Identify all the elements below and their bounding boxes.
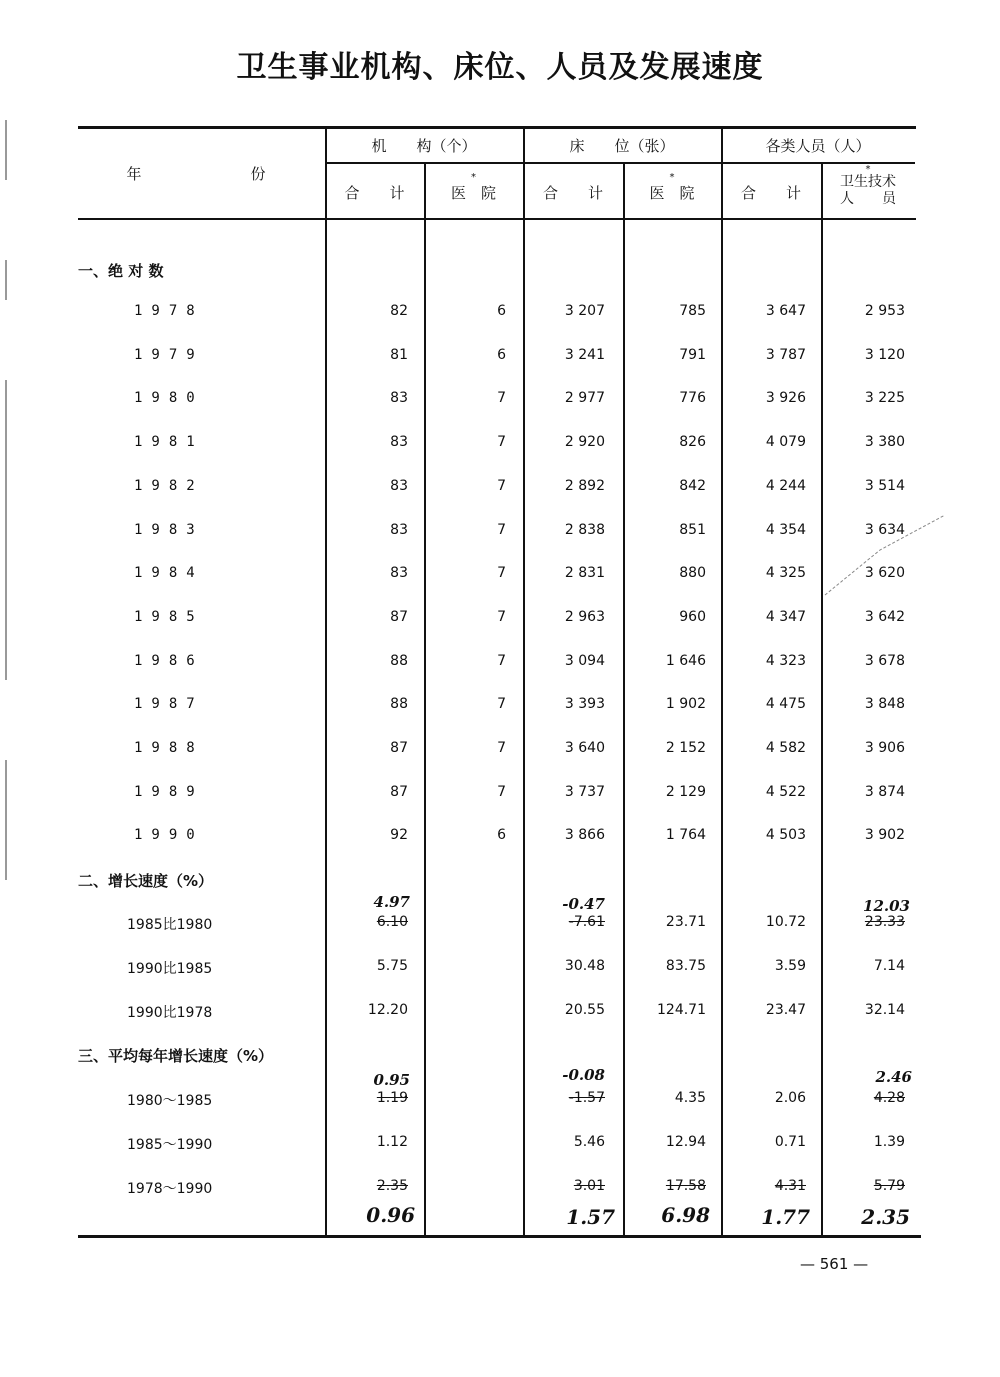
table-cell: 2 892 <box>564 477 605 494</box>
page-number: — 561 — <box>800 1255 869 1273</box>
table-cell: 3 640 <box>564 740 605 756</box>
table-cell: 4 079 <box>765 434 806 451</box>
header-year-2: 份 <box>250 165 266 183</box>
row-year: 1979 <box>134 346 204 363</box>
row-label: 1990比1985 <box>127 961 213 977</box>
table-cell: 7 <box>497 740 506 756</box>
table-cell: 3.01 <box>573 1178 605 1194</box>
table-cell: 3 647 <box>765 303 806 319</box>
table-cell: 5.46 <box>573 1134 605 1150</box>
table-cell: 3 241 <box>564 346 605 363</box>
table-cell: 4 347 <box>765 608 806 625</box>
table-cell: 3 866 <box>564 827 605 844</box>
header-hospital-label: 医 院 <box>450 184 496 202</box>
table-cell: 960 <box>679 608 706 625</box>
section-absolute: 一、绝 对 数 <box>78 262 164 280</box>
table-cell: 3 737 <box>564 783 605 800</box>
table-cell: 4 475 <box>765 696 806 713</box>
table-cell: 23.33 <box>864 914 905 930</box>
table-cell: 83 <box>390 521 408 538</box>
table-cell: 3 514 <box>864 477 905 494</box>
handwritten-correction: 2.35 <box>861 1205 910 1229</box>
table-cell: 3 634 <box>864 521 905 538</box>
table-cell: 791 <box>679 346 706 363</box>
table-cell: 7 <box>497 434 506 451</box>
table-cell: 776 <box>679 390 706 407</box>
table-cell: 2 152 <box>665 740 706 756</box>
row-year: 1987 <box>134 696 204 713</box>
col-divider-1 <box>325 128 327 1235</box>
row-year: 1986 <box>134 652 204 669</box>
table-cell: 5.75 <box>376 958 408 974</box>
table-cell: 17.58 <box>665 1178 706 1194</box>
scan-edge-mark <box>5 120 7 180</box>
table-cell: 88 <box>390 652 408 669</box>
row-label: 1990比1978 <box>127 1005 213 1021</box>
row-year: 1981 <box>134 434 204 451</box>
table-cell: 7.14 <box>873 958 905 974</box>
handwritten-correction: 0.95 <box>373 1071 410 1089</box>
table-cell: 7 <box>497 521 506 538</box>
row-year: 1990 <box>134 827 204 844</box>
scan-edge-mark <box>5 380 7 680</box>
table-cell: 3.59 <box>774 958 806 974</box>
section-growth: 二、增长速度（%） <box>78 872 214 890</box>
table-cell: 3 906 <box>864 740 905 756</box>
table-cell: 3 120 <box>864 346 905 363</box>
table-cell: 81 <box>390 346 408 363</box>
header-total-3: 合 计 <box>740 184 801 202</box>
header-bottom-rule <box>78 218 916 220</box>
table-cell: 7 <box>497 477 506 494</box>
table-cell: 4.35 <box>674 1090 706 1106</box>
table-cell: 2 831 <box>564 565 605 582</box>
table-cell: 4.28 <box>873 1090 905 1106</box>
row-year: 1984 <box>134 565 204 582</box>
table-cell: 124.71 <box>657 1002 706 1018</box>
row-year: 1980 <box>134 390 204 407</box>
row-year: 1978 <box>134 303 204 319</box>
handwritten-correction: 0.96 <box>366 1203 415 1227</box>
handwritten-correction: 1.57 <box>566 1205 615 1229</box>
scan-edge-mark <box>5 760 7 880</box>
header-group-beds: 床 位（张） <box>569 137 675 155</box>
table-cell: 4 244 <box>765 477 806 494</box>
table-cell: 2 920 <box>564 434 605 451</box>
table-cell: 2 953 <box>864 303 905 319</box>
row-year: 1985 <box>134 608 204 625</box>
table-cell: 12.94 <box>665 1134 706 1150</box>
table-cell: 92 <box>390 827 408 844</box>
table-cell: 83 <box>390 477 408 494</box>
table-cell: 83.75 <box>665 958 706 974</box>
table-cell: 3 380 <box>864 434 905 451</box>
table-cell: 3 874 <box>864 783 905 800</box>
table-cell: 6 <box>497 346 506 363</box>
table-cell: 12.20 <box>367 1002 408 1018</box>
handwritten-correction: -0.47 <box>562 895 605 913</box>
table-cell: 83 <box>390 434 408 451</box>
table-cell: 1 902 <box>665 696 706 713</box>
header-tech-label-2: 人 员 <box>840 191 896 207</box>
table-cell: 3 642 <box>864 608 905 625</box>
table-cell: 2.35 <box>376 1178 408 1194</box>
handwritten-correction: 4.97 <box>373 893 410 911</box>
table-cell: 5.79 <box>873 1178 905 1194</box>
header-hospital-2 <box>623 174 721 203</box>
table-cell: 4.31 <box>774 1178 806 1194</box>
handwritten-correction: 12.03 <box>863 897 910 915</box>
star-mark: * <box>471 172 476 183</box>
table-cell: 7 <box>497 608 506 625</box>
header-total-1: 合 计 <box>344 184 405 202</box>
table-cell: 3 207 <box>564 303 605 319</box>
table-cell: 3 620 <box>864 565 905 582</box>
table-cell: 4 354 <box>765 521 806 538</box>
table-cell: 3 787 <box>765 346 806 363</box>
table-cell: 7 <box>497 783 506 800</box>
handwritten-correction: -0.08 <box>562 1066 605 1084</box>
table-cell: 7 <box>497 565 506 582</box>
handwritten-correction: 2.46 <box>875 1068 912 1086</box>
table-cell: 3 393 <box>564 696 605 713</box>
col-divider-3 <box>523 128 525 1235</box>
table-cell: 20.55 <box>564 1002 605 1018</box>
table-cell: 1.19 <box>376 1090 408 1106</box>
table-cell: 3 926 <box>765 390 806 407</box>
header-total-2: 合 计 <box>542 184 603 202</box>
table-top-rule <box>78 126 916 129</box>
header-hospital-1 <box>424 174 523 203</box>
table-cell: 842 <box>679 477 706 494</box>
table-cell: 83 <box>390 390 408 407</box>
table-cell: 1 764 <box>665 827 706 844</box>
row-label: 1985～1990 <box>127 1137 213 1153</box>
table-cell: 2 977 <box>564 390 605 407</box>
row-year: 1982 <box>134 477 204 494</box>
scan-edge-mark <box>5 260 7 300</box>
col-divider-5 <box>721 128 723 1235</box>
table-cell: 23.47 <box>765 1002 806 1018</box>
table-cell: 4 325 <box>765 565 806 582</box>
row-year: 1989 <box>134 783 204 800</box>
table-cell: 4 503 <box>765 827 806 844</box>
row-year: 1983 <box>134 521 204 538</box>
table-cell: 87 <box>390 608 408 625</box>
table-cell: 7 <box>497 390 506 407</box>
table-cell: 0.71 <box>774 1134 806 1150</box>
table-cell: 785 <box>679 303 706 319</box>
header-tech-staff <box>821 166 915 208</box>
star-mark: * <box>669 172 675 183</box>
handwritten-correction: 1.77 <box>761 1205 810 1229</box>
star-mark: * <box>865 164 871 175</box>
table-cell: 2 963 <box>564 608 605 625</box>
table-cell: 7 <box>497 652 506 669</box>
table-cell: 7 <box>497 696 506 713</box>
header-tech-label-1: 卫生技术 <box>840 174 896 190</box>
table-cell: 32.14 <box>864 1002 905 1018</box>
table-cell: 87 <box>390 740 408 756</box>
table-cell: 3 678 <box>864 652 905 669</box>
header-hospital-label: 医 院 <box>649 184 695 202</box>
table-cell: -7.61 <box>568 914 605 930</box>
table-cell: 1.12 <box>376 1134 408 1150</box>
table-cell: 88 <box>390 696 408 713</box>
table-cell: 3 225 <box>864 390 905 407</box>
table-cell: 30.48 <box>564 958 605 974</box>
table-cell: 3 902 <box>864 827 905 844</box>
table-cell: 1.39 <box>873 1134 905 1150</box>
table-cell: -1.57 <box>568 1090 605 1106</box>
pencil-mark <box>820 510 950 600</box>
table-cell: 83 <box>390 565 408 582</box>
table-cell: 3 094 <box>564 652 605 669</box>
header-year: 年 <box>126 165 142 183</box>
table-cell: 1 646 <box>665 652 706 669</box>
table-cell: 851 <box>679 521 706 538</box>
section-average-growth: 三、平均每年增长速度（%） <box>78 1047 274 1065</box>
group-header-rule <box>325 162 915 164</box>
table-cell: 6.10 <box>376 914 408 930</box>
header-group-personnel: 各类人员（人） <box>765 137 871 155</box>
table-cell: 10.72 <box>765 914 806 930</box>
table-cell: 880 <box>679 565 706 582</box>
table-cell: 87 <box>390 783 408 800</box>
table-cell: 3 848 <box>864 696 905 713</box>
row-label: 1985比1980 <box>127 917 213 933</box>
handwritten-correction: 6.98 <box>661 1203 710 1227</box>
table-cell: 23.71 <box>665 914 706 930</box>
table-cell: 4 522 <box>765 783 806 800</box>
table-cell: 82 <box>390 303 408 319</box>
page-title: 卫生事业机构、床位、人员及发展速度 <box>236 50 764 85</box>
row-year: 1988 <box>134 740 204 756</box>
header-group-institutions: 机 构（个） <box>371 137 477 155</box>
table-cell: 4 323 <box>765 652 806 669</box>
table-cell: 4 582 <box>765 740 806 756</box>
table-cell: 2.06 <box>774 1090 806 1106</box>
table-bottom-rule <box>78 1235 921 1238</box>
table-cell: 2 838 <box>564 521 605 538</box>
table-cell: 2 129 <box>665 783 706 800</box>
table-cell: 6 <box>497 303 506 319</box>
table-cell: 6 <box>497 827 506 844</box>
table-cell: 826 <box>679 434 706 451</box>
row-label: 1980～1985 <box>127 1093 213 1109</box>
row-label: 1978～1990 <box>127 1181 213 1197</box>
